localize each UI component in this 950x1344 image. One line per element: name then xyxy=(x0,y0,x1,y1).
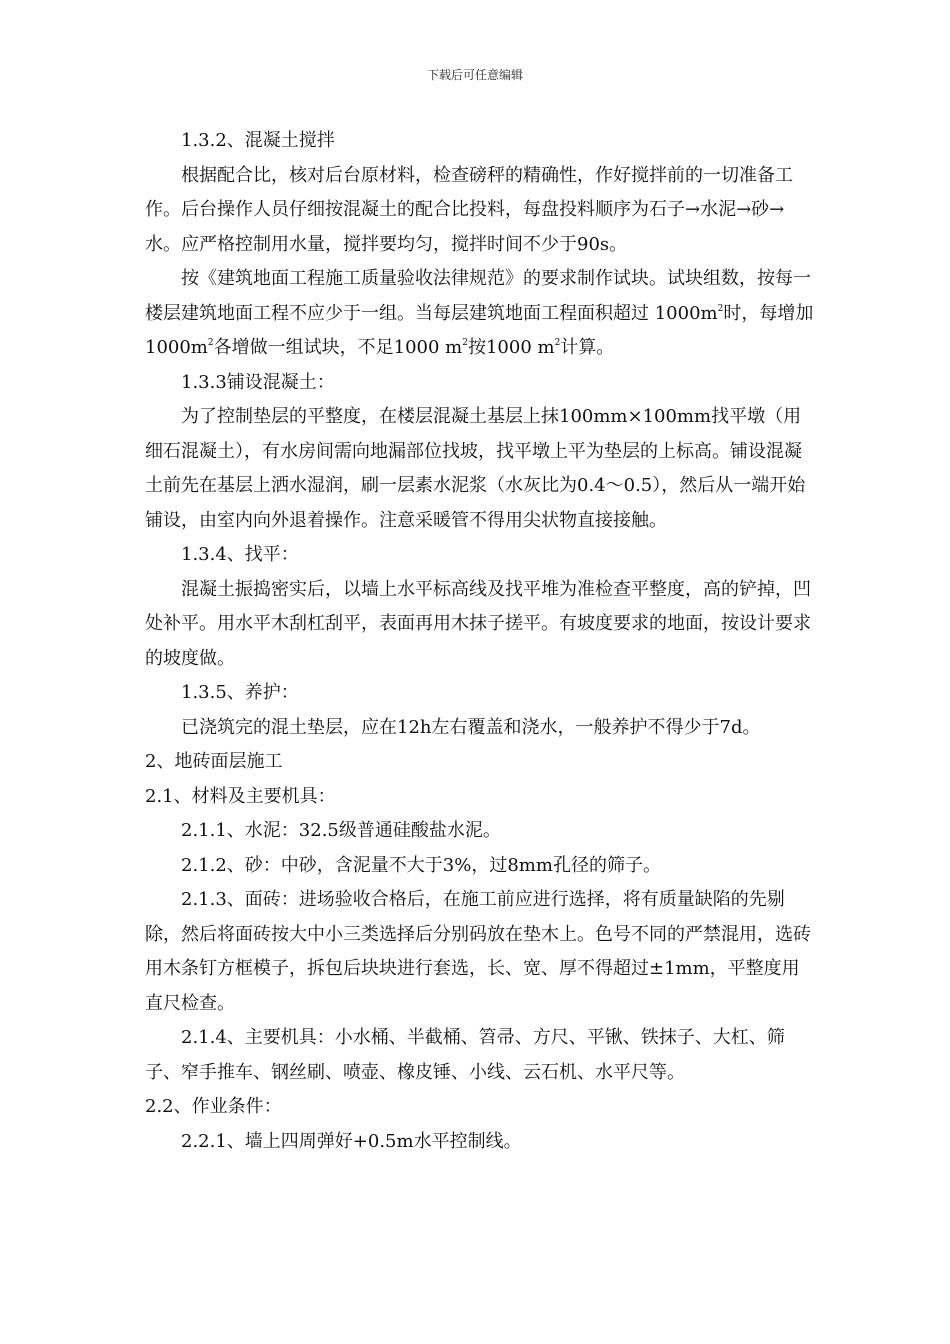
item-2-1-2: 2.1.2、砂：中砂，含泥量不大于3%，过8mm孔径的筛子。 xyxy=(181,854,661,876)
paragraph-test-blocks: 按《建筑地面工程施工质量验收法律规范》的要求制作试块。试块组数，按每一楼层建筑地面工程不应少于一组。当每层建筑地面工程面积超过 $1000m^2$时，每增加$1000m^2$各增做一组试块，不足1000 $m^2$按1000 $m^2$计算。 xyxy=(145,268,814,358)
heading-1-3-5: 1.3.5、养护： xyxy=(181,682,299,703)
paragraph-mixing: 根据配合比，核对后台原材料，检查磅秤的精确性，作好搅拌前的一切准备工作。后台操作人员仔细按混凝土的配合比投料，每盘投料顺序为石子→水泥→砂→水。应严格控制用水量，搅拌要均匀，搅拌时间不少于90s。 xyxy=(145,164,793,255)
item-2-1-4: 2.1.4、主要机具：小水桶、半截桶、笤帚、方尺、平锹、铁抹子、大杠、筛子、窄手推车、钢丝刷、喷壶、橡皮锤、小线、云石机、水平尺等。 xyxy=(145,1027,785,1083)
heading-1-3-3: 1.3.3铺设混凝土： xyxy=(181,371,335,393)
heading-2-1: 2.1、材料及主要机具： xyxy=(145,785,336,807)
heading-2: 2、地砖面层施工 xyxy=(145,751,283,772)
document-body xyxy=(145,124,817,1159)
paragraph-laying: 为了控制垫层的平整度，在楼层混凝土基层上抹100mm×100mm找平墩（用细石混凝土），有水房间需向地漏部位找坡，找平墩上平为垫层的上标高。铺设混凝土前先在基层上洒水湿润，刷一层素水泥浆（水灰比为0.4～0.5），然后从一端开始铺设，由室内向外退着操作。注意采暖管不得用尖状物直接接触。 xyxy=(145,406,806,531)
heading-1-3-2: 1.3.2、混凝土搅拌 xyxy=(181,130,335,151)
paragraph-curing: 已浇筑完的混土垫层，应在12h左右覆盖和浇水，一般养护不得少于7d。 xyxy=(181,716,761,738)
heading-1-3-4: 1.3.4、找平： xyxy=(181,544,299,565)
item-2-2-1: 2.2.1、墙上四周弹好+0.5m水平控制线。 xyxy=(181,1130,522,1152)
item-2-1-1: 2.1.1、水泥：32.5级普通硅酸盐水泥。 xyxy=(181,820,501,841)
item-2-1-3: 2.1.3、面砖：进场验收合格后，在施工前应进行选择，将有质量缺陷的先剔除，然后将面砖按大中小三类选择后分别码放在垫木上。色号不同的严禁混用，选砖用木条钉方框模子，拆包后块块进行套选，长、宽、厚不得超过±1mm，平整度用直尺检查。 xyxy=(145,889,811,1014)
paragraph-leveling: 混凝土振捣密实后，以墙上水平标高线及找平堆为准检查平整度，高的铲掉，凹处补平。用水平木刮杠刮平，表面再用木抹子搓平。有坡度要求的地面，按设计要求的坡度做。 xyxy=(145,578,811,669)
heading-2-2: 2.2、作业条件： xyxy=(145,1096,282,1117)
page-header: 下载后可任意编辑 xyxy=(426,68,523,82)
